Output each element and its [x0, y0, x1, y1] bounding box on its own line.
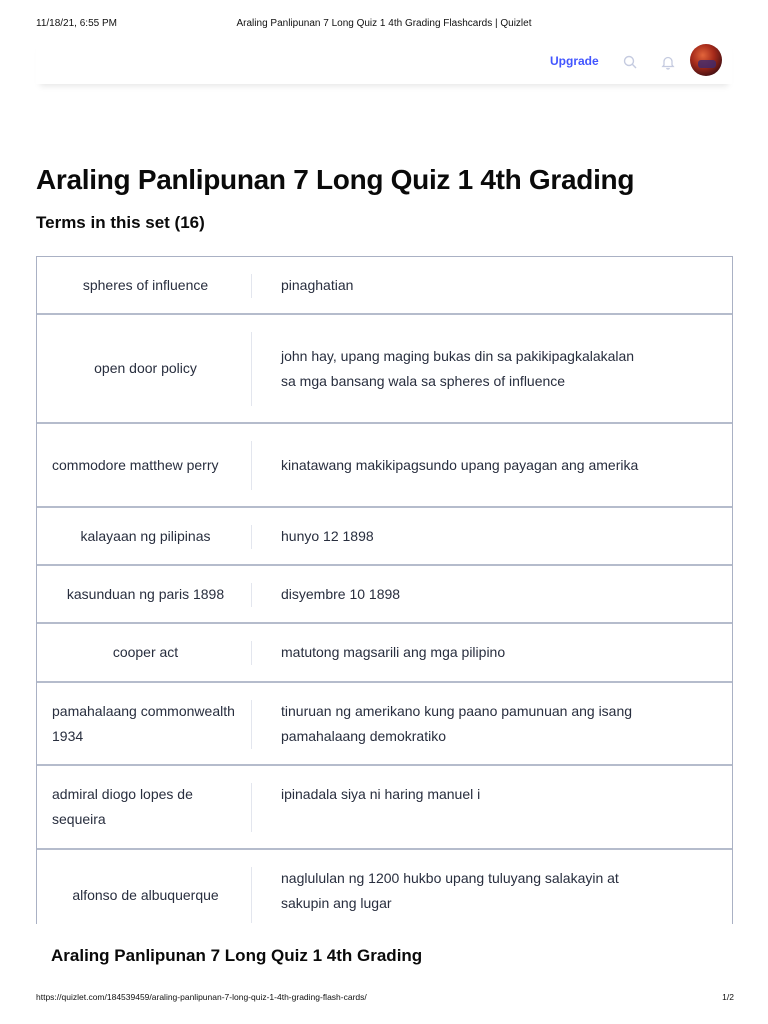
- terms-table: [36, 256, 733, 924]
- print-header: [0, 18, 768, 32]
- footer-set-title: Araling Panlipunan 7 Long Quiz 1 4th Grading: [51, 946, 423, 965]
- definition-cell: [281, 257, 651, 313]
- upgrade-button[interactable]: Upgrade: [550, 54, 599, 68]
- avatar[interactable]: [690, 44, 722, 76]
- term-text: commodore matthew perry: [52, 456, 219, 473]
- table-row: [37, 257, 732, 315]
- definition-text: john hay, upang maging bukas din sa pakikipagkalakalan sa mga bansang wala sa spheres of influence: [281, 347, 635, 389]
- definition-cell: [281, 850, 651, 924]
- row-divider: [251, 867, 252, 923]
- top-navigation-bar: [36, 40, 732, 84]
- table-row: [37, 624, 732, 683]
- definition-text: tinuruan ng amerikano kung paano pamunuan ang isang pamahalaang demokratiko: [281, 702, 633, 744]
- term-cell: [37, 315, 251, 422]
- row-divider: [251, 783, 252, 832]
- definition-cell: [281, 508, 651, 564]
- term-cell: [37, 424, 251, 506]
- table-row: [37, 508, 732, 566]
- definition-text: hunyo 12 1898: [281, 527, 374, 544]
- definition-cell: [281, 566, 651, 622]
- term-cell: [37, 508, 251, 564]
- definition-text: pinaghatian: [281, 276, 354, 293]
- row-divider: [251, 700, 252, 749]
- definition-text: kinatawang makikipagsundo upang payagan ang amerika: [281, 456, 639, 473]
- term-cell: [37, 624, 251, 681]
- term-text: kalayaan ng pilipinas: [80, 527, 211, 544]
- definition-text: ipinadala siya ni haring manuel i: [281, 786, 481, 802]
- page-url: https://quizlet.com/184539459/araling-panlipunan-7-long-quiz-1-4th-grading-flash-cards/: [36, 992, 367, 1002]
- table-row: [37, 766, 732, 850]
- row-divider: [251, 641, 252, 665]
- row-divider: [251, 525, 252, 549]
- term-cell: [37, 850, 251, 924]
- definition-text: matutong magsarili ang mga pilipino: [281, 644, 506, 660]
- term-text: kasunduan ng paris 1898: [66, 585, 225, 602]
- row-divider: [251, 274, 252, 298]
- definition-text: naglululan ng 1200 hukbo upang tuluyang salakayin at sakupin ang lugar: [281, 870, 619, 911]
- term-cell: [37, 766, 251, 848]
- page-title: Araling Panlipunan 7 Long Quiz 1 4th Grading: [36, 164, 635, 195]
- definition-cell: [281, 683, 651, 764]
- print-datetime: 11/18/21, 6:55 PM: [36, 18, 117, 29]
- term-cell: [37, 257, 251, 313]
- row-divider: [251, 583, 252, 607]
- term-text: open door policy: [94, 360, 197, 376]
- definition-cell: [281, 315, 651, 422]
- term-text: alfonso de albuquerque: [72, 886, 219, 903]
- search-icon[interactable]: [620, 52, 640, 72]
- bell-icon[interactable]: [658, 52, 678, 72]
- row-divider: [251, 332, 252, 406]
- term-text: cooper act: [112, 644, 179, 660]
- terms-heading: Terms in this set (16): [36, 213, 205, 232]
- table-row: [37, 424, 732, 508]
- table-row: [37, 315, 732, 424]
- term-text: admiral diogo lopes de sequeira: [52, 786, 193, 827]
- term-cell: [37, 566, 251, 622]
- table-row: [37, 683, 732, 766]
- definition-cell: [281, 766, 651, 848]
- definition-cell: [281, 624, 651, 681]
- definition-text: disyembre 10 1898: [281, 585, 401, 602]
- table-row: [37, 850, 732, 924]
- term-text: pamahalaang commonwealth 1934: [52, 702, 235, 744]
- definition-cell: [281, 424, 651, 506]
- term-text: spheres of influence: [82, 276, 209, 293]
- term-cell: [37, 683, 251, 764]
- page-number: 1/2: [722, 992, 734, 1002]
- row-divider: [251, 441, 252, 490]
- table-row: [37, 566, 732, 624]
- print-footer: [0, 992, 768, 1006]
- print-document-title: Araling Panlipunan 7 Long Quiz 1 4th Grading Flashcards | Quizlet: [236, 18, 532, 29]
